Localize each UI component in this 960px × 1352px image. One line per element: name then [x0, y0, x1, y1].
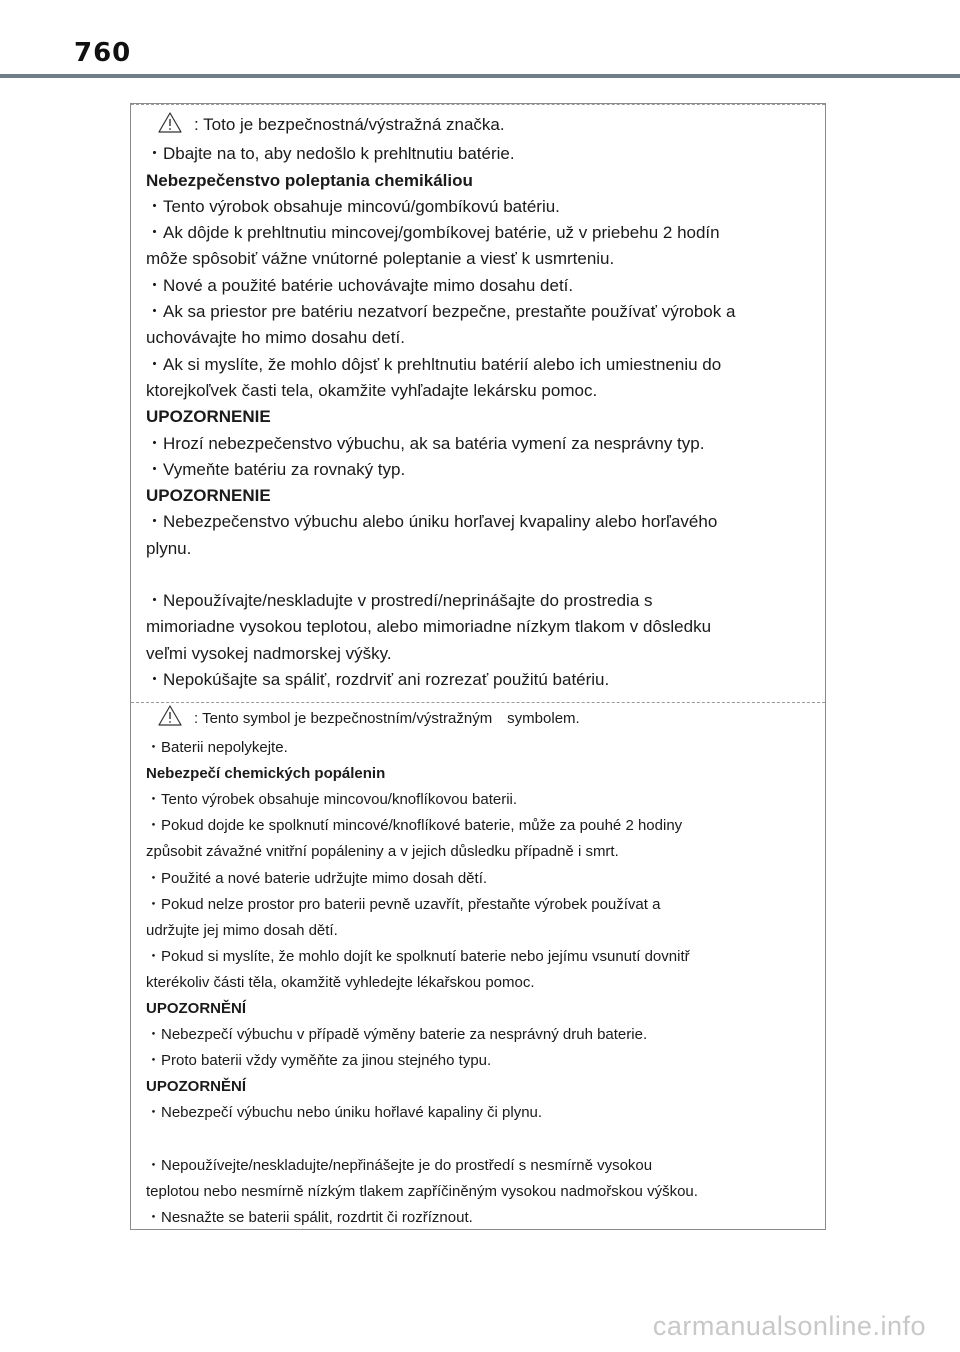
czech-section: [146, 705, 817, 1231]
text-line: ・Použité a nové baterie udržujte mimo dosah dětí.: [146, 869, 488, 887]
text-line: udržujte jej mimo dosah dětí.: [146, 921, 338, 939]
text-line: ・Hrozí nebezpečenstvo výbuchu, ak sa batéria vymení za nesprávny typ.: [146, 433, 705, 453]
text-line: ・Pokud si myslíte, že mohlo dojít ke spolknutí baterie nebo jejímu vsunutí dovnitř: [146, 947, 690, 965]
text-line: ・Pokud dojde ke spolknutí mincové/knoflíkové baterie, může za pouhé 2 hodiny: [146, 817, 683, 835]
heading-caution: UPOZORNENIE: [146, 407, 271, 427]
symbol-description: : Toto je bezpečnostná/výstražná značka.: [194, 115, 505, 134]
text-line: ・Nebezpečí výbuchu nebo úniku hořlavé kapaliny či plynu.: [146, 1104, 543, 1122]
dashed-divider-middle: [131, 702, 825, 703]
warning-triangle-icon: [158, 705, 182, 735]
text-line: mimoriadne vysokou teplotou, alebo mimoriadne nízkym tlakom v dôsledku: [146, 617, 712, 637]
text-line: ・Nepoužívejte/neskladujte/nepřinášejte je do prostředí s nesmírně vysokou: [146, 1156, 653, 1174]
text-line: ・Nesnažte se baterii spálit, rozdrtit či rozříznout.: [146, 1208, 473, 1226]
text-line: môže spôsobiť vážne vnútorné poleptanie a viesť k usmrteniu.: [146, 249, 615, 269]
heading-caution: UPOZORNĚNÍ: [146, 1000, 247, 1018]
symbol-description: : Tento symbol je bezpečnostním/výstražným symbolem.: [194, 710, 580, 727]
dashed-divider-top: [131, 104, 825, 105]
spacer: [146, 562, 817, 588]
text-line: ・Ak si myslíte, že mohlo dôjsť k prehltnutiu batérií alebo ich umiestneniu do: [146, 354, 722, 374]
spacer: [146, 1127, 817, 1153]
text-line: ・Ak sa priestor pre batériu nezatvorí bezpečne, prestaňte používať výrobok a: [146, 302, 736, 322]
text-line: ・Vymeňte batériu za rovnaký typ.: [146, 459, 406, 479]
warning-triangle-icon: [158, 112, 182, 141]
text-line: ・Nové a použité batérie uchovávajte mimo dosahu detí.: [146, 275, 574, 295]
text-line: ・Nebezpečenstvo výbuchu alebo úniku horľavej kvapaliny alebo horľavého: [146, 512, 718, 532]
text-line: ・Dbajte na to, aby nedošlo k prehltnutiu batérie.: [146, 144, 515, 164]
heading-caution: UPOZORNĚNÍ: [146, 1078, 247, 1096]
text-line: ・Nebezpečí výbuchu v případě výměny baterie za nesprávný druh baterie.: [146, 1026, 648, 1044]
text-line: uchovávajte ho mimo dosahu detí.: [146, 328, 405, 348]
slovak-section: [146, 112, 817, 693]
page-number: 760: [74, 38, 132, 68]
header-rule: [0, 74, 960, 78]
text-line: plynu.: [146, 538, 192, 558]
text-line: ・Pokud nelze prostor pro baterii pevně uzavřít, přestaňte výrobek používat a: [146, 895, 661, 913]
text-line: ・Proto baterii vždy vyměňte za jinou stejného typu.: [146, 1052, 492, 1070]
heading-chemical-burn: Nebezpečí chemických popálenin: [146, 765, 386, 783]
text-line: kterékoliv části těla, okamžitě vyhledejte lékařskou pomoc.: [146, 973, 535, 991]
text-line: ・Tento výrobek obsahuje mincovou/knoflíkovou baterii.: [146, 791, 518, 809]
warning-box: [130, 103, 826, 1230]
symbol-line: [146, 705, 817, 735]
text-line: veľmi vysokej nadmorskej výšky.: [146, 643, 392, 663]
text-line: ・Baterii nepolykejte.: [146, 739, 288, 757]
text-line: ktorejkoľvek časti tela, okamžite vyhľadajte lekársku pomoc.: [146, 380, 598, 400]
text-line: způsobit závažné vnitřní popáleniny a v jejich důsledku případně i smrt.: [146, 843, 619, 861]
symbol-line: [146, 112, 817, 141]
watermark: carmanualsonline.info: [652, 1311, 926, 1341]
text-line: ・Tento výrobok obsahuje mincovú/gombíkovú batériu.: [146, 196, 560, 216]
heading-caution: UPOZORNENIE: [146, 486, 271, 506]
text-line: ・Ak dôjde k prehltnutiu mincovej/gombíkovej batérie, už v priebehu 2 hodín: [146, 223, 720, 243]
text-line: teplotou nebo nesmírně nízkým tlakem zapříčiněným vysokou nadmořskou výškou.: [146, 1182, 698, 1200]
heading-chemical-burn: Nebezpečenstvo poleptania chemikáliou: [146, 170, 473, 190]
text-line: ・Nepoužívajte/neskladujte v prostredí/neprinášajte do prostredia s: [146, 591, 653, 611]
text-line: ・Nepokúšajte sa spáliť, rozdrviť ani rozrezať použitú batériu.: [146, 669, 610, 689]
